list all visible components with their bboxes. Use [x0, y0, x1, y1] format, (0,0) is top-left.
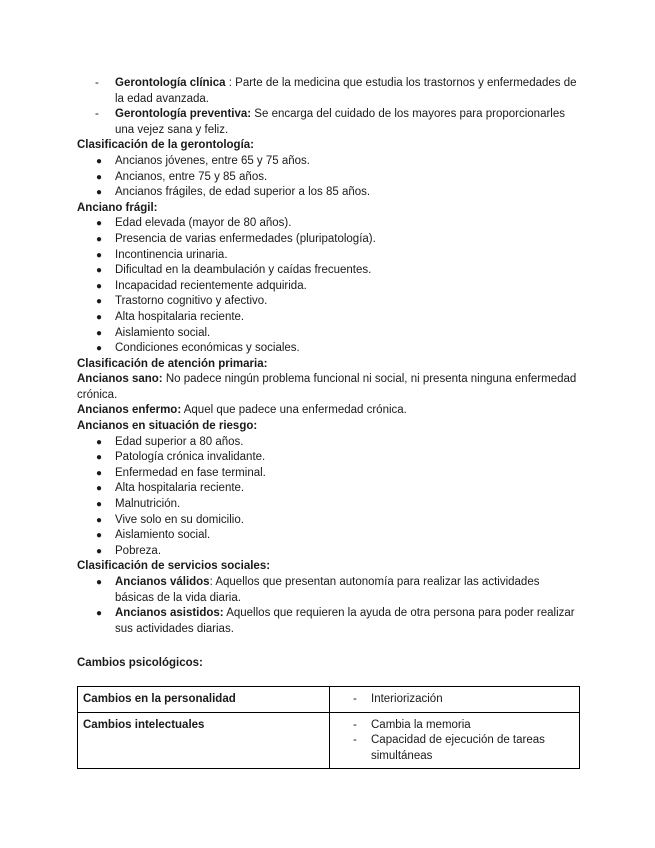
section-heading-cambios-psicologicos: Cambios psicológicos:: [77, 657, 203, 670]
list-item: ● Alta hospitalaria reciente.: [77, 310, 580, 326]
list-item: ● Edad elevada (mayor de 80 años).: [77, 216, 580, 232]
bullet-icon: ●: [95, 171, 103, 183]
paragraph-ancianos-enfermo: [77, 403, 580, 419]
intro-item: [77, 107, 580, 138]
table-row: [78, 712, 580, 769]
list-clasificacion-gerontologia: [77, 154, 580, 201]
term-definition: : Aquellos que presentan autonomía para realizar las actividades básicas de la vida diaria.: [115, 576, 540, 604]
term-label: Ancianos asistidos:: [115, 607, 224, 620]
list-item: ● Vive solo en su domicilio.: [77, 513, 580, 529]
document-page: [77, 76, 580, 769]
table-row: [78, 686, 580, 712]
dash-marker: -: [353, 692, 357, 705]
list-item: ● Aislamiento social.: [77, 326, 580, 342]
bullet-icon: ●: [95, 514, 103, 526]
list-item: ● Malnutrición.: [77, 497, 580, 513]
bullet-icon: ●: [95, 296, 103, 308]
table-cell-items: - Cambia la memoria - Capacidad de ejecución de tareas simultáneas: [330, 712, 580, 769]
dash-marker: -: [95, 77, 99, 89]
bullet-icon: ●: [95, 265, 103, 277]
paragraph-ancianos-sano: [77, 372, 580, 403]
term-label: Ancianos enfermo:: [77, 404, 182, 417]
list-item: ● Incontinencia urinaria.: [77, 248, 580, 264]
section-heading-situacion-riesgo: Ancianos en situación de riesgo:: [77, 420, 258, 433]
term-label: Gerontología clínica: [115, 77, 226, 89]
term-definition: No padece ningún problema funcional ni social, ni presenta ninguna enfermedad crónica.: [77, 373, 577, 401]
list-item: ● Enfermedad en fase terminal.: [77, 466, 580, 482]
bullet-icon: ●: [95, 608, 103, 620]
term-definition: Aquellos que requieren la ayuda de otra persona para poder realizar sus actividades diarias.: [115, 607, 575, 635]
list-situacion-riesgo: [77, 435, 580, 560]
term-definition: Se encarga del cuidado de los mayores para proporcionarles una vejez sana y feliz.: [115, 108, 565, 136]
term-label: Ancianos válidos: [115, 576, 210, 588]
list-item: ● Incapacidad recientemente adquirida.: [77, 279, 580, 295]
dash-marker: -: [353, 718, 357, 731]
bullet-icon: ●: [95, 249, 103, 261]
bullet-icon: ●: [95, 483, 103, 495]
bullet-icon: ●: [95, 467, 103, 479]
term-label: Gerontología preventiva:: [115, 108, 252, 121]
section-heading-atencion-primaria: Clasificación de atención primaria:: [77, 357, 268, 370]
list-item: ● Ancianos jóvenes, entre 65 y 75 años.: [77, 154, 580, 170]
list-item: [77, 606, 580, 637]
bullet-icon: ●: [95, 233, 103, 245]
bullet-icon: ●: [95, 187, 103, 199]
table-cell-items: - Interiorización: [330, 686, 580, 712]
list-item: ● Dificultad en la deambulación y caídas frecuentes.: [77, 263, 580, 279]
list-item: ● Edad superior a 80 años.: [77, 435, 580, 451]
bullet-icon: ●: [95, 218, 103, 230]
list-item: ● Alta hospitalaria reciente.: [77, 481, 580, 497]
bullet-icon: ●: [95, 280, 103, 292]
list-servicios-sociales: [77, 575, 580, 637]
section-heading-anciano-fragil: Anciano frágil:: [77, 201, 158, 214]
bullet-icon: ●: [95, 436, 103, 448]
list-item: ● Condiciones económicas y sociales.: [77, 341, 580, 357]
bullet-icon: ●: [95, 155, 103, 167]
bullet-icon: ●: [95, 545, 103, 557]
list-item: ● Aislamiento social.: [77, 528, 580, 544]
bullet-icon: ●: [95, 452, 103, 464]
list-anciano-fragil: [77, 216, 580, 356]
list-item: ● Ancianos frágiles, de edad superior a los 85 años.: [77, 185, 580, 201]
bullet-icon: ●: [95, 577, 103, 588]
bullet-icon: ●: [95, 327, 103, 339]
term-label: Ancianos sano:: [77, 373, 163, 386]
bullet-icon: ●: [95, 499, 103, 511]
term-definition: : Parte de la medicina que estudia los trastornos y enfermedades de la edad avanzada.: [115, 77, 577, 105]
table-cell-label: Cambios intelectuales: [78, 712, 330, 769]
table-cell-label: Cambios en la personalidad: [78, 686, 330, 712]
list-item: ● Patología crónica invalidante.: [77, 450, 580, 466]
bullet-icon: ●: [95, 530, 103, 542]
list-item: ● Ancianos, entre 75 y 85 años.: [77, 170, 580, 186]
section-heading-clasificacion-gerontologia: Clasificación de la gerontología:: [77, 139, 255, 152]
list-item: ● Presencia de varias enfermedades (pluripatología).: [77, 232, 580, 248]
bullet-icon: ●: [95, 311, 103, 323]
intro-item: [77, 76, 580, 107]
list-item: ● Pobreza.: [77, 544, 580, 560]
cambios-table: [77, 686, 580, 769]
bullet-icon: ●: [95, 343, 103, 355]
section-heading-servicios-sociales: Clasificación de servicios sociales:: [77, 560, 271, 573]
term-definition: Aquel que padece una enfermedad crónica.: [181, 404, 407, 417]
list-item: ● Trastorno cognitivo y afectivo.: [77, 294, 580, 310]
dash-marker: -: [95, 108, 99, 121]
list-item: [77, 575, 580, 606]
dash-marker: -: [353, 734, 357, 747]
